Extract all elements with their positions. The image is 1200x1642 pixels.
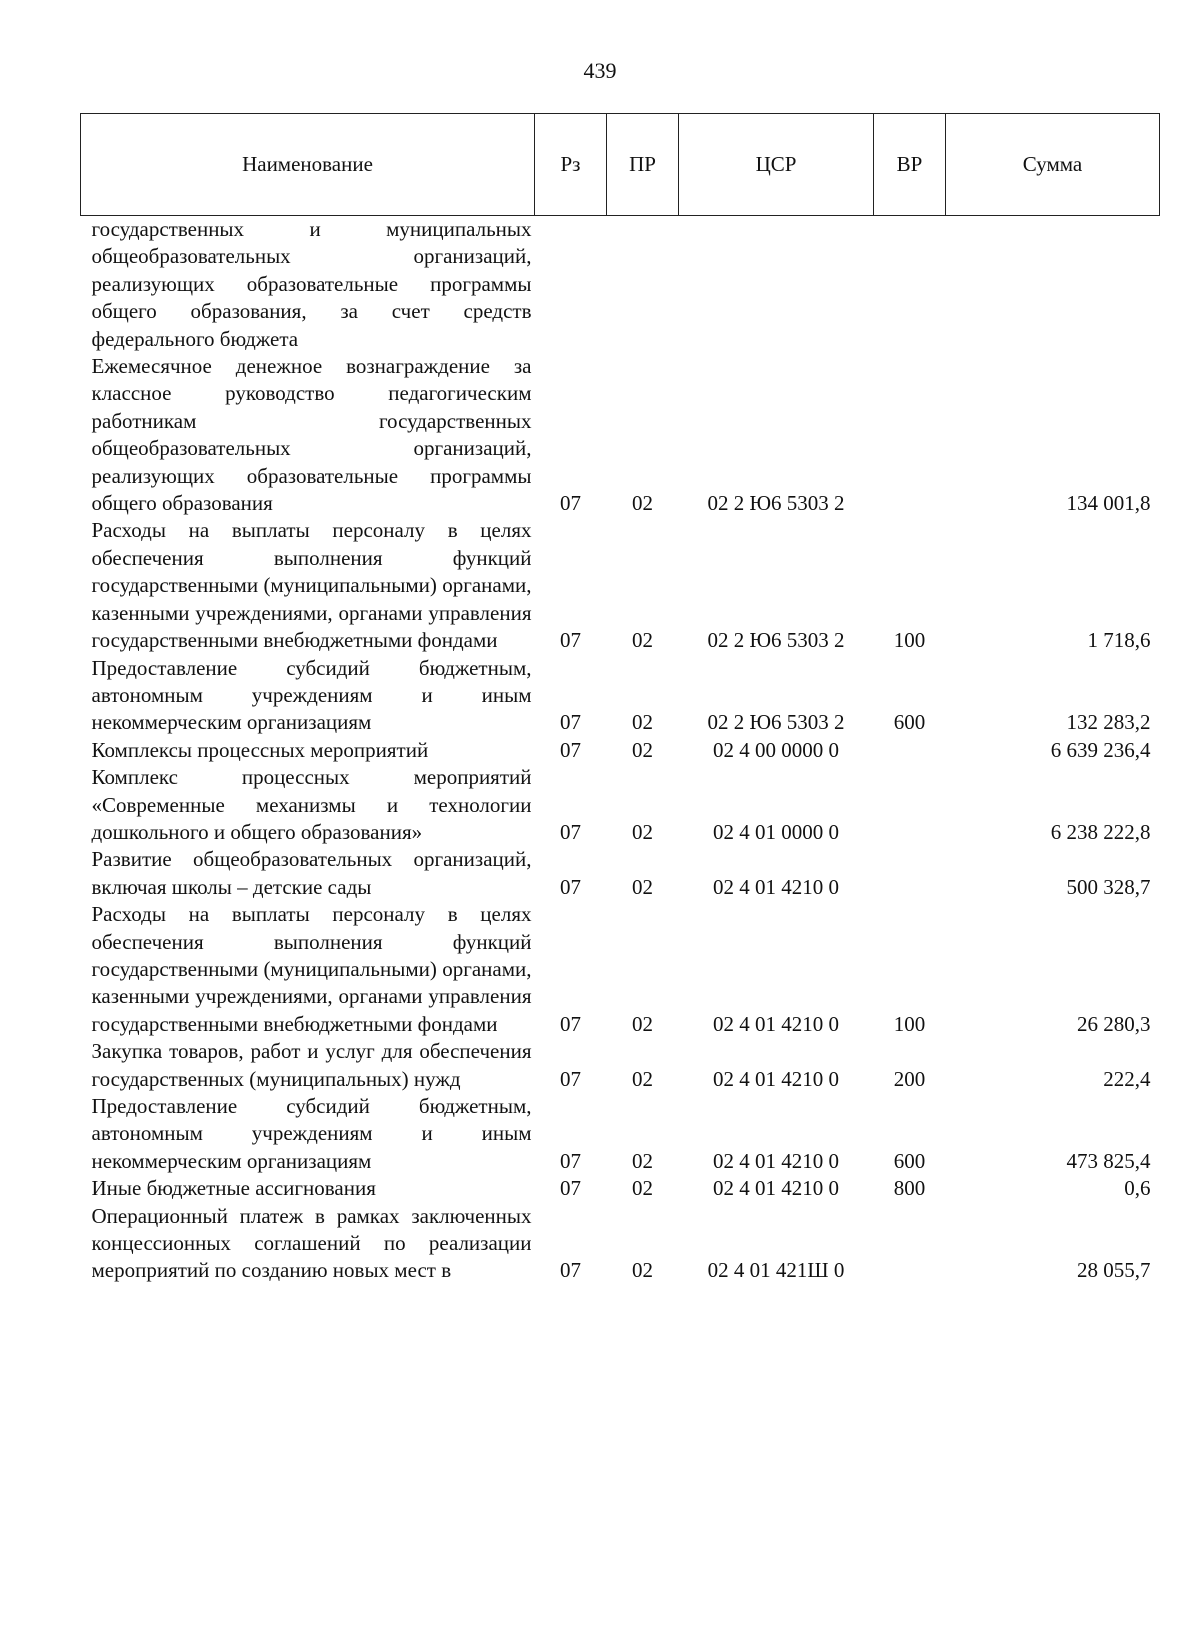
table-row bbox=[81, 764, 1160, 846]
row-sum-cell: 28 055,7 bbox=[1077, 1258, 1151, 1283]
table-row bbox=[81, 846, 1160, 901]
table-row bbox=[81, 737, 1160, 764]
row-rz-cell: 07 bbox=[560, 1148, 581, 1173]
row-sum-cell: 26 280,3 bbox=[1077, 1011, 1151, 1036]
row-sum-cell: 473 825,4 bbox=[1066, 1148, 1151, 1173]
row-name-cell: Закупка товаров, работ и услуг для обеспечения государственных (муниципальных) нужд bbox=[91, 1039, 532, 1091]
row-pr-cell: 02 bbox=[632, 1176, 653, 1201]
row-vr-cell: 100 bbox=[893, 628, 926, 653]
row-pr-cell: 02 bbox=[632, 737, 653, 762]
row-csr-cell: 02 2 Ю6 5303 2 bbox=[707, 710, 845, 735]
row-pr-cell: 02 bbox=[632, 819, 653, 844]
table-row bbox=[81, 655, 1160, 737]
row-csr-cell: 02 4 01 4210 0 bbox=[713, 1176, 839, 1201]
row-name-cell: Комплекс процессных мероприятий «Современные механизмы и технологии дошкольного и общего образования» bbox=[91, 765, 532, 844]
row-csr-cell: 02 4 01 4210 0 bbox=[713, 1148, 839, 1173]
row-name-cell: Предоставление субсидий бюджетным, автономным учреждениям и иным некоммерческим организациям bbox=[91, 1094, 532, 1173]
row-sum-cell: 132 283,2 bbox=[1066, 710, 1151, 735]
row-vr-cell bbox=[874, 1203, 946, 1285]
row-rz-cell: 07 bbox=[560, 1258, 581, 1283]
row-vr-cell bbox=[874, 216, 946, 354]
row-pr-cell: 02 bbox=[632, 1258, 653, 1283]
row-vr-cell: 800 bbox=[893, 1176, 926, 1201]
row-pr-cell: 02 bbox=[632, 1011, 653, 1036]
row-sum-cell: 6 238 222,8 bbox=[1050, 819, 1151, 844]
table-row bbox=[81, 1175, 1160, 1202]
table-row bbox=[81, 1203, 1160, 1285]
table-row bbox=[81, 901, 1160, 1038]
column-header-rz: Рз bbox=[535, 114, 607, 216]
row-rz-cell: 07 bbox=[560, 1176, 581, 1201]
column-header-pr: ПР bbox=[607, 114, 679, 216]
column-header-name: Наименование bbox=[81, 114, 535, 216]
row-csr-cell: 02 4 01 0000 0 bbox=[713, 819, 839, 844]
row-vr-cell: 100 bbox=[893, 1011, 926, 1036]
row-name-cell: государственных и муниципальных общеобразовательных организаций, реализующих образовательные программы общего образования, за счет средств федерального бюджета bbox=[91, 217, 532, 351]
column-header-sum: Сумма bbox=[946, 114, 1160, 216]
row-rz-cell: 07 bbox=[560, 710, 581, 735]
row-sum-cell: 222,4 bbox=[1103, 1066, 1151, 1091]
row-sum-cell: 1 718,6 bbox=[1087, 628, 1151, 653]
row-rz-cell bbox=[535, 216, 607, 354]
row-sum-cell: 0,6 bbox=[1124, 1176, 1151, 1201]
row-pr-cell: 02 bbox=[632, 1148, 653, 1173]
row-vr-cell bbox=[874, 846, 946, 901]
row-pr-cell: 02 bbox=[632, 710, 653, 735]
row-name-cell: Операционный платеж в рамках заключенных концессионных соглашений по реализации мероприятий по созданию новых мест в bbox=[91, 1203, 532, 1283]
row-name-cell: Расходы на выплаты персоналу в целях обеспечения выполнения функций государственными (муниципальными) органами, казенными учреждениями, органами управления государственными внебюджетными фондами bbox=[91, 518, 532, 653]
row-rz-cell: 07 bbox=[560, 1066, 581, 1091]
row-csr-cell: 02 4 01 4210 0 bbox=[713, 1066, 839, 1091]
table-header-row bbox=[81, 114, 1160, 216]
row-vr-cell: 200 bbox=[893, 1066, 926, 1091]
row-rz-cell: 07 bbox=[560, 628, 581, 653]
row-csr-cell: 02 2 Ю6 5303 2 bbox=[707, 628, 845, 653]
row-sum-cell: 134 001,8 bbox=[1066, 491, 1151, 516]
row-csr-cell: 02 4 01 4210 0 bbox=[713, 1011, 839, 1036]
row-vr-cell: 600 bbox=[893, 710, 926, 735]
row-pr-cell: 02 bbox=[632, 628, 653, 653]
row-name-cell: Ежемесячное денежное вознаграждение за классное руководство педагогическим работникам государственных общеобразовательных организаций, реализующих образовательные программы общего образования bbox=[91, 354, 532, 516]
row-name-cell: Комплексы процессных мероприятий bbox=[91, 737, 429, 762]
table-row bbox=[81, 216, 1160, 354]
row-rz-cell: 07 bbox=[560, 874, 581, 899]
page-number: 439 bbox=[583, 58, 617, 83]
row-sum-cell: 6 639 236,4 bbox=[1050, 737, 1151, 762]
row-rz-cell: 07 bbox=[560, 1011, 581, 1036]
table-body bbox=[81, 216, 1160, 1285]
table-row bbox=[81, 517, 1160, 654]
row-name-cell: Развитие общеобразовательных организаций, включая школы – детские сады bbox=[91, 847, 532, 899]
row-vr-cell bbox=[874, 737, 946, 764]
row-vr-cell bbox=[874, 353, 946, 517]
row-pr-cell: 02 bbox=[632, 491, 653, 516]
row-rz-cell: 07 bbox=[560, 737, 581, 762]
row-csr-cell bbox=[679, 216, 874, 354]
row-sum-cell bbox=[946, 216, 1160, 354]
row-csr-cell: 02 4 01 4210 0 bbox=[713, 874, 839, 899]
row-pr-cell: 02 bbox=[632, 1066, 653, 1091]
table-row bbox=[81, 1093, 1160, 1175]
row-pr-cell bbox=[607, 216, 679, 354]
column-header-csr: ЦСР bbox=[679, 114, 874, 216]
column-header-vr: ВР bbox=[874, 114, 946, 216]
row-name-cell: Предоставление субсидий бюджетным, автономным учреждениям и иным некоммерческим организациям bbox=[91, 655, 532, 735]
row-rz-cell: 07 bbox=[560, 491, 581, 516]
row-name-cell: Расходы на выплаты персоналу в целях обеспечения выполнения функций государственными (муниципальными) органами, казенными учреждениями, органами управления государственными внебюджетными фондами bbox=[91, 902, 532, 1036]
row-vr-cell: 600 bbox=[893, 1148, 926, 1173]
row-csr-cell: 02 2 Ю6 5303 2 bbox=[707, 491, 845, 516]
budget-table bbox=[80, 113, 1160, 1285]
row-pr-cell: 02 bbox=[632, 874, 653, 899]
row-sum-cell: 500 328,7 bbox=[1066, 874, 1151, 899]
row-vr-cell bbox=[874, 764, 946, 846]
row-name-cell: Иные бюджетные ассигнования bbox=[91, 1176, 376, 1201]
row-csr-cell: 02 4 00 0000 0 bbox=[713, 737, 839, 762]
table-row bbox=[81, 353, 1160, 517]
row-csr-cell: 02 4 01 421Ш 0 bbox=[707, 1258, 845, 1283]
row-rz-cell: 07 bbox=[560, 819, 581, 844]
table-row bbox=[81, 1038, 1160, 1093]
